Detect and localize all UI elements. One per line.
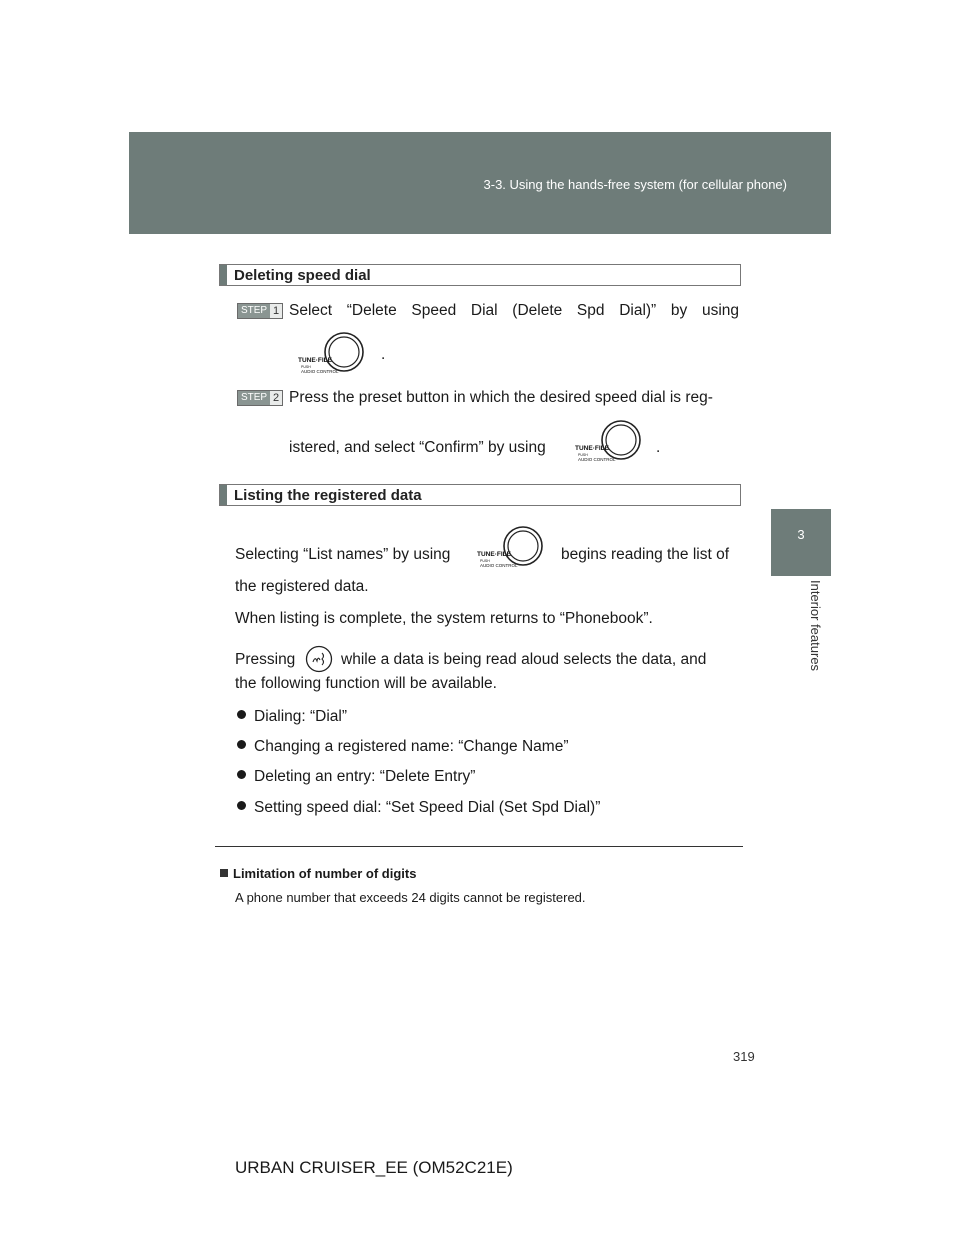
list-names-text-start: Selecting “List names” by using xyxy=(235,546,451,563)
knob-push-label: PUSH xyxy=(301,365,311,369)
bullet-text: Deleting an entry: “Delete Entry” xyxy=(254,768,476,785)
knob-push-label: PUSH xyxy=(480,559,490,563)
pressing-text-line-2: the following function will be available. xyxy=(235,675,497,692)
step-2-badge xyxy=(237,390,283,406)
knob-audio-label: AUDIO CONTROL xyxy=(578,457,616,462)
step-2-line-1: Press the preset button in which the desired speed dial is reg- xyxy=(289,389,713,406)
bullet-icon xyxy=(237,801,246,810)
list-names-text-line-2: the registered data. xyxy=(235,578,369,595)
knob-audio-label: AUDIO CONTROL xyxy=(301,369,339,374)
note-divider xyxy=(215,846,743,847)
list-item xyxy=(237,738,568,756)
pressing-text-end: while a data is being read aloud selects the data, and xyxy=(341,651,707,668)
chapter-tab xyxy=(771,509,831,576)
bullet-icon xyxy=(237,740,246,749)
bullet-icon xyxy=(237,710,246,719)
list-item xyxy=(237,799,600,817)
step-number: 1 xyxy=(272,305,280,317)
pressing-text-start: Pressing xyxy=(235,651,296,668)
knob-label: TUNE·FILE xyxy=(477,551,511,558)
bullet-icon xyxy=(237,770,246,779)
step-2-line-2: istered, and select “Confirm” by using xyxy=(289,439,546,456)
step-1-badge xyxy=(237,303,283,319)
page-header xyxy=(129,132,831,234)
section-title-deleting-speed-dial xyxy=(219,264,741,286)
tune-file-knob-icon xyxy=(477,526,547,570)
square-bullet-icon xyxy=(220,869,228,877)
knob-label: TUNE·FILE xyxy=(298,357,332,364)
step-label: STEP xyxy=(238,391,270,405)
list-item xyxy=(237,708,347,726)
section-title-text: Listing the registered data xyxy=(234,487,422,504)
note-title xyxy=(220,866,416,881)
knob-push-label: PUSH xyxy=(578,453,588,457)
section-header-title: 3-3. Using the hands-free system (for cellular phone) xyxy=(483,177,787,192)
section-title-text: Deleting speed dial xyxy=(234,267,371,284)
footer-model-code: URBAN CRUISER_EE (OM52C21E) xyxy=(235,1158,513,1177)
tune-file-knob-icon xyxy=(575,420,645,464)
section-title-accent xyxy=(220,485,227,505)
chapter-label: Interior features xyxy=(808,580,823,672)
knob-audio-label: AUDIO CONTROL xyxy=(480,563,518,568)
bullet-text: Setting speed dial: “Set Speed Dial (Set Spd Dial)” xyxy=(254,799,601,816)
note-body: A phone number that exceeds 24 digits cannot be registered. xyxy=(235,890,586,905)
chapter-label-container xyxy=(770,580,830,690)
section-title-accent xyxy=(220,265,227,285)
chapter-number: 3 xyxy=(797,527,805,542)
bullet-text: Changing a registered name: “Change Name” xyxy=(254,738,569,755)
tune-file-knob-icon xyxy=(298,332,368,376)
step-1-text: Select “Delete Speed Dial (Delete Spd Dial)” by using xyxy=(289,302,739,319)
knob-label: TUNE·FILE xyxy=(575,445,609,452)
list-names-text-end: begins reading the list of xyxy=(561,546,730,563)
listing-complete-text: When listing is complete, the system returns to “Phonebook”. xyxy=(235,610,653,627)
bullet-text: Dialing: “Dial” xyxy=(254,708,348,725)
section-title-listing-registered-data xyxy=(219,484,741,506)
page-number: 319 xyxy=(733,1049,755,1064)
note-title-text: Limitation of number of digits xyxy=(233,866,417,881)
step-label: STEP xyxy=(238,304,270,318)
step-2-suffix: . xyxy=(656,439,661,456)
list-item xyxy=(237,768,475,786)
step-1-suffix: . xyxy=(381,346,386,363)
talk-switch-icon xyxy=(305,645,333,673)
step-number: 2 xyxy=(272,392,280,404)
